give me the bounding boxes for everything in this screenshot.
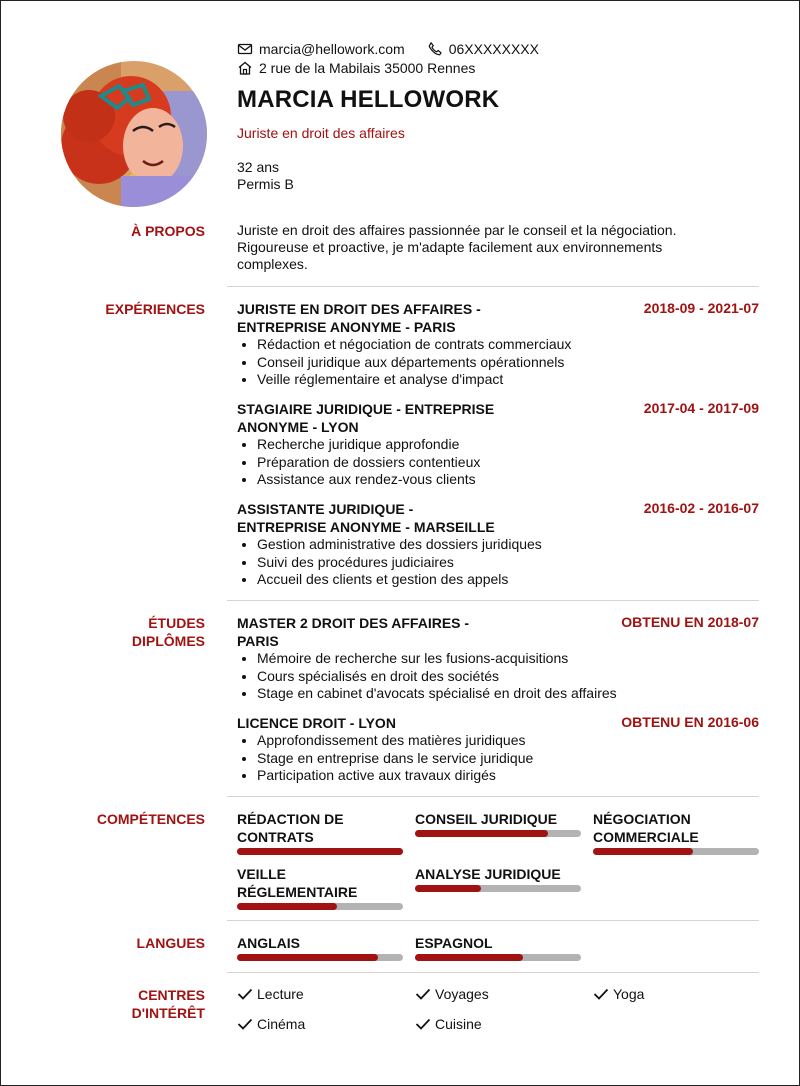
skill-level-bar [415,885,581,892]
skill-name [415,810,581,828]
interest-name: Yoga [613,986,645,1002]
divider [227,796,759,797]
section-label-languages: LANGUES [136,935,205,951]
skill-level-bar [593,848,759,855]
interest-item [593,986,644,1002]
envelope-icon [237,41,253,57]
bullet-item: • Accueil des clients et gestion des appels [257,571,757,589]
experience-bullets [237,336,757,389]
about-text [237,222,757,273]
experience-date: 2017-04 - 2017-09 [643,400,759,416]
checkmark-icon [415,1017,431,1031]
skill-level-fill [415,885,481,892]
language-item [237,934,403,961]
skill-item [415,810,581,837]
skill-item [415,865,581,892]
section-label-skills: COMPÉTENCES [96,811,205,827]
bullet-item: • Gestion administrative des dossiers juridiques [257,536,757,554]
skill-name-line: VEILLE [237,866,287,882]
bullet-item: • Participation active aux travaux dirigés [257,767,757,785]
skill-level-fill [237,848,403,855]
experience-title-line: STAGIAIRE JURIDIQUE - ENTREPRISE [237,401,495,417]
interest-item [237,986,304,1002]
education-title-line: MASTER 2 DROIT DES AFFAIRES - [237,615,470,631]
language-level-fill [237,954,378,961]
education-bullets [237,732,757,785]
language-level-bar [237,954,403,961]
skill-level-bar [237,848,403,855]
section-label-line: D'INTÉRÊT [131,1005,205,1021]
language-name: ESPAGNOL [415,935,493,951]
bullet-item: • Rédaction et négociation de contrats commerciaux [257,336,757,354]
age: 32 ans [237,159,280,175]
skill-item [593,810,759,855]
checkmark-icon [237,987,253,1001]
language-level-bar [415,954,581,961]
interest-item [415,1016,482,1032]
skill-name-line: CONTRATS [237,829,314,845]
skill-level-fill [415,830,548,837]
divider [227,972,759,973]
experience-title-line: ENTREPRISE ANONYME - PARIS [237,319,456,335]
divider [227,920,759,921]
interest-item [415,986,489,1002]
skill-item [237,865,403,910]
experience-date: 2016-02 - 2016-07 [643,500,759,516]
skill-name-line: ANALYSE JURIDIQUE [415,866,561,882]
skill-name-line: RÉDACTION DE [237,811,344,827]
phone-text: 06XXXXXXXX [448,41,539,57]
bullet-item: • Mémoire de recherche sur les fusions-acquisitions [257,650,757,668]
skill-name-line: CONSEIL JURIDIQUE [415,811,558,827]
section-label-experience: EXPÉRIENCES [105,301,205,317]
bullet-item: • Suivi des procédures judiciaires [257,554,757,572]
profile-photo [61,61,207,207]
job-title: Juriste en droit des affaires [237,125,405,141]
experience-title-line: ASSISTANTE JURIDIQUE - [237,501,414,517]
language-name: ANGLAIS [237,935,300,951]
email-text: marcia@hellowork.com [259,41,405,57]
interest-name: Voyages [435,986,489,1002]
experience-title-line: ANONYME - LYON [237,419,359,435]
about-line: Rigoureuse et proactive, je m'adapte facilement aux environnements [237,239,663,255]
skill-name-line: COMMERCIALE [593,829,699,845]
skill-name [415,865,581,883]
bullet-item: • Stage en cabinet d'avocats spécialisé en droit des affaires [257,685,757,703]
skill-name [593,810,759,846]
experience-bullets [237,536,757,589]
section-label-about: À PROPOS [131,223,205,239]
skill-item [237,810,403,855]
bullet-item: • Conseil juridique aux départements opérationnels [257,354,757,372]
divider [227,600,759,601]
skill-name-line: RÉGLEMENTAIRE [237,884,358,900]
skill-level-bar [415,830,581,837]
checkmark-icon [415,987,431,1001]
interest-name: Lecture [257,986,304,1002]
interest-name: Cuisine [435,1016,482,1032]
section-label-education [35,614,205,650]
about-line: complexes. [237,256,308,272]
candidate-name: MARCIA HELLOWORK [237,86,500,113]
interest-item [237,1016,305,1032]
education-date: OBTENU EN 2018-07 [621,614,759,630]
section-label-line: CENTRES [138,987,205,1003]
checkmark-icon [237,1017,253,1031]
section-label-interests [35,986,205,1022]
checkmark-icon [593,987,609,1001]
section-label-line: ÉTUDES [148,615,205,631]
divider [227,286,759,287]
education-title-line: LICENCE DROIT - LYON [237,715,396,731]
bullet-item: • Veille réglementaire et analyse d'impact [257,371,757,389]
bullet-item: • Préparation de dossiers contentieux [257,454,757,472]
bullet-item: • Cours spécialisés en droit des sociétés [257,668,757,686]
bullet-item: • Assistance aux rendez-vous clients [257,471,757,489]
skill-name-line: NÉGOCIATION [593,811,691,827]
experience-bullets [237,436,757,489]
about-line: Juriste en droit des affaires passionnée par le conseil et la négociation. [237,222,677,238]
license: Permis B [237,176,294,192]
bullet-item: • Recherche juridique approfondie [257,436,757,454]
experience-title-line: JURISTE EN DROIT DES AFFAIRES - [237,301,481,317]
education-bullets [237,650,757,703]
experience-date: 2018-09 - 2021-07 [643,300,759,316]
skill-name [237,810,403,846]
education-title-line: PARIS [237,633,279,649]
education-date: OBTENU EN 2016-06 [621,714,759,730]
language-item [415,934,581,961]
experience-title-line: ENTREPRISE ANONYME - MARSEILLE [237,519,495,535]
bullet-item: • Stage en entreprise dans le service juridique [257,750,757,768]
phone-icon [427,41,443,57]
address-text: 2 rue de la Mabilais 35000 Rennes [259,60,476,76]
contact-line-1 [237,41,539,57]
interest-name: Cinéma [257,1016,306,1032]
skill-level-fill [593,848,693,855]
home-icon [237,60,253,76]
section-label-line: DIPLÔMES [131,633,205,649]
skill-level-bar [237,903,403,910]
language-level-fill [415,954,523,961]
contact-line-2 [237,60,475,76]
bullet-item: • Approfondissement des matières juridiques [257,732,757,750]
skill-level-fill [237,903,337,910]
skill-name [237,865,403,901]
